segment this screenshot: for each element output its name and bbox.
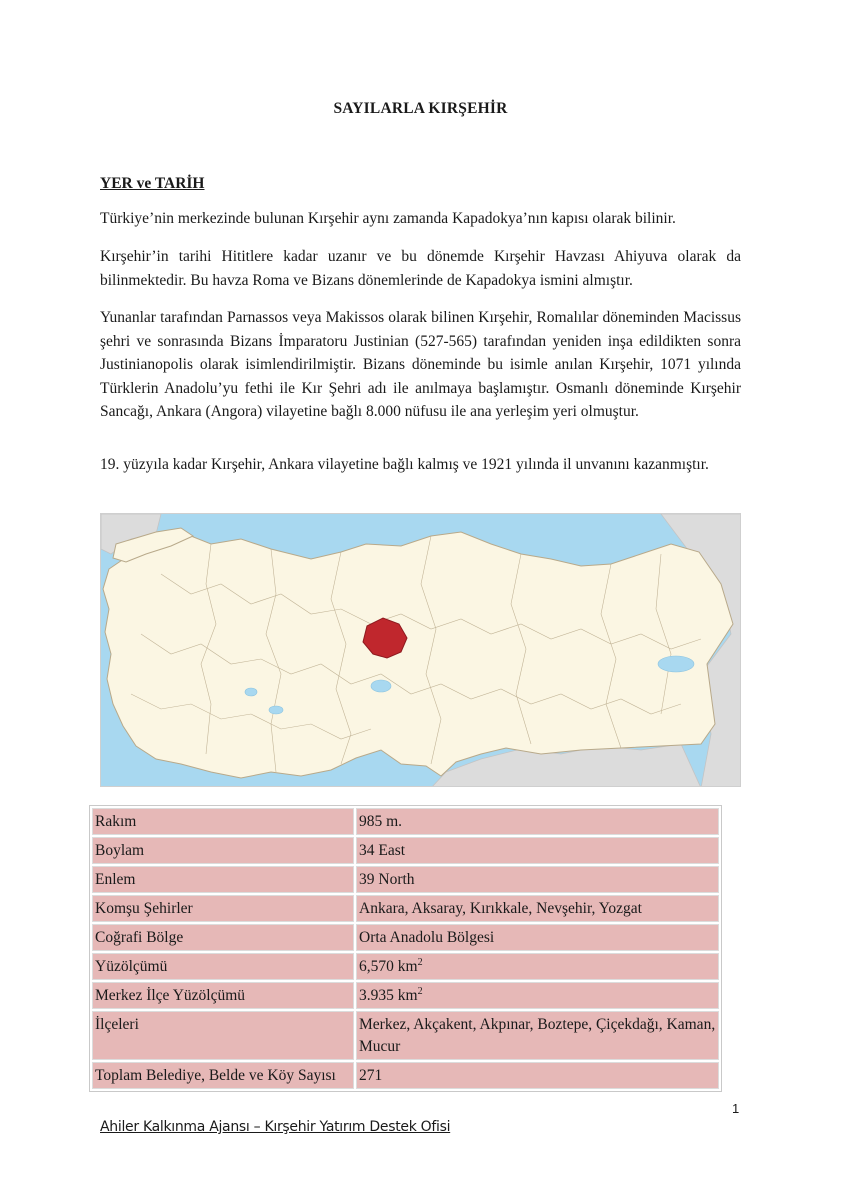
lake-tuz	[371, 680, 391, 692]
row-key: Komşu Şehirler	[92, 895, 354, 922]
lake-beysehir	[269, 706, 283, 714]
superscript: 2	[417, 985, 423, 997]
row-key: Boylam	[92, 837, 354, 864]
table-row	[92, 837, 719, 864]
table-row	[92, 895, 719, 922]
table-row	[92, 808, 719, 835]
facts-table	[89, 805, 722, 1092]
row-key: Rakım	[92, 808, 354, 835]
row-key: Toplam Belediye, Belde ve Köy Sayısı	[92, 1062, 354, 1089]
row-value: Ankara, Aksaray, Kırıkkale, Nevşehir, Yozgat	[356, 895, 719, 922]
turkey-location-map	[100, 513, 741, 787]
row-value: 39 North	[356, 866, 719, 893]
table-row	[92, 866, 719, 893]
table-row	[92, 924, 719, 951]
superscript: 2	[417, 956, 423, 968]
row-value: Orta Anadolu Bölgesi	[356, 924, 719, 951]
paragraph-history-hittite: Kırşehir’in tarihi Hititlere kadar uzanır ve bu dönemde Kırşehir Havzası Ahiyuva olarak da bilinmektedir. Bu havza Roma ve Bizans dönemlerinde de Kapadokya ismini almıştır.	[100, 248, 741, 289]
paragraph-intro: Türkiye’nin merkezinde bulunan Kırşehir aynı zamanda Kapadokya’nın kapısı olarak bilinir.	[100, 210, 676, 227]
lake-egirdir	[245, 688, 257, 696]
page-number: 1	[732, 1101, 740, 1116]
row-key: Yüzölçümü	[92, 953, 354, 980]
row-value: 271	[356, 1062, 719, 1089]
table-row	[92, 982, 719, 1009]
row-key: Enlem	[92, 866, 354, 893]
row-value: 6,570 $km^2$	[356, 953, 719, 980]
turkey-land	[103, 532, 733, 778]
row-value: 3.935 $km^2$	[356, 982, 719, 1009]
section-heading: YER ve TARİH	[100, 175, 205, 192]
row-value: 34 East	[356, 837, 719, 864]
table-row	[92, 953, 719, 980]
row-value: 985 m.	[356, 808, 719, 835]
table-row	[92, 1062, 719, 1089]
row-key: Coğrafi Bölge	[92, 924, 354, 951]
document-title: SAYILARLA KIRŞEHİR	[333, 100, 508, 117]
footer-text: Ahiler Kalkınma Ajansı – Kırşehir Yatırım Destek Ofisi	[100, 1119, 451, 1135]
turkey-map-graphic	[101, 514, 741, 787]
row-value: Merkez, Akçakent, Akpınar, Boztepe, Çiçekdağı, Kaman, Mucur	[356, 1011, 719, 1060]
lake-van	[658, 656, 694, 672]
paragraph-history-province: 19. yüzyıla kadar Kırşehir, Ankara vilayetine bağlı kalmış ve 1921 yılında il unvanını kazanmıştır.	[100, 456, 709, 473]
table-row	[92, 1011, 719, 1060]
paragraph-history-names: Yunanlar tarafından Parnassos veya Makissos olarak bilinen Kırşehir, Romalılar döneminden Macissus şehri ve sonrasında Bizans İmparatoru Justinian (527-565) tarafından yeniden inşa edildikten sonra Justinianopolis olarak isimlendirilmiştir. Bizans döneminde bu isimle anılan Kırşehir, 1071 yılında Türklerin Anadolu’yu fethi ile Kır Şehri adı ile anılmaya başlamıştır. Osmanlı döneminde Kırşehir Sancağı, Ankara (Angora) vilayetine bağlı 8.000 nüfusu ile ana yerleşim yeri olmuştur.	[100, 309, 741, 420]
row-key: Merkez İlçe Yüzölçümü	[92, 982, 354, 1009]
row-key: İlçeleri	[92, 1011, 354, 1060]
